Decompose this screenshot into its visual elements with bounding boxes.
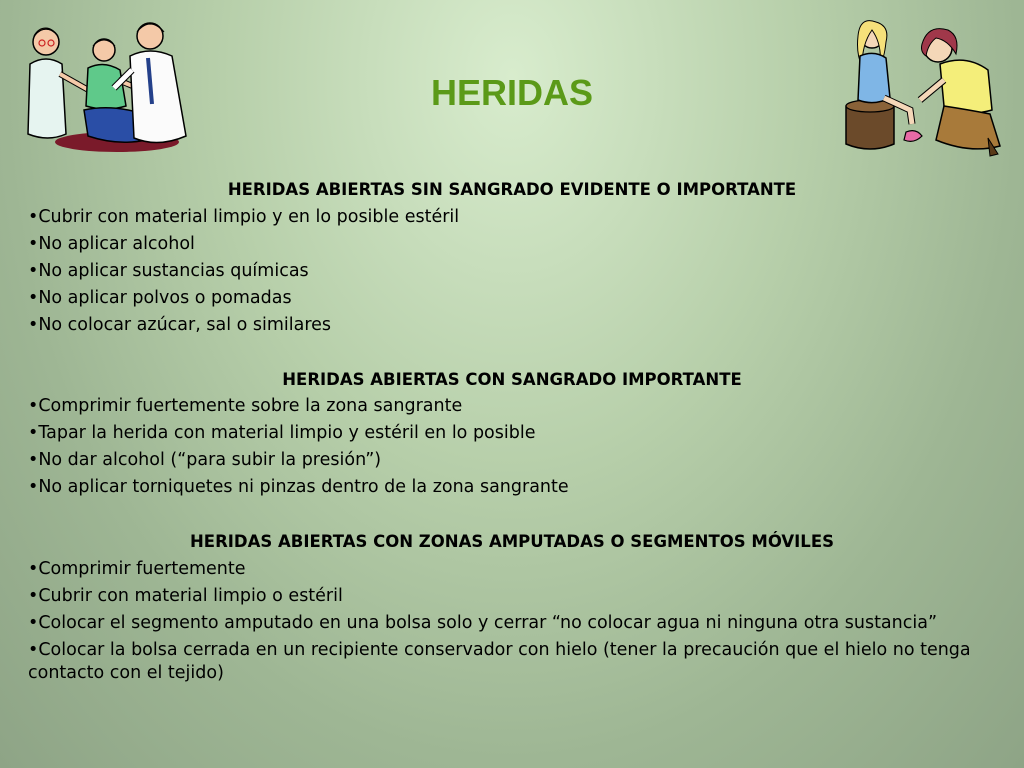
list-item: •Colocar la bolsa cerrada en un recipiente conservador con hielo (tener la precaución que el hielo no tenga contacto con el tejido) [28, 639, 971, 683]
list-item: •No aplicar torniquetes ni pinzas dentro de la zona sangrante [28, 477, 569, 497]
content-body [28, 176, 996, 687]
list-item: •Comprimir fuertemente sobre la zona sangrante [28, 396, 463, 416]
section-heridas-amputadas [28, 528, 996, 687]
list-item: •No aplicar alcohol [28, 233, 195, 254]
section-heading: HERIDAS ABIERTAS SIN SANGRADO EVIDENTE O IMPORTANTE [227, 180, 797, 199]
list-item: •Cubrir con material limpio y en lo posible estéril [28, 206, 460, 227]
list-item: •No dar alcohol (“para subir la presión”) [28, 450, 382, 470]
bandaging-child-clipart-icon [840, 14, 1002, 158]
section-heridas-con-sangrado [28, 366, 996, 502]
section-heading: HERIDAS ABIERTAS CON SANGRADO IMPORTANTE [282, 369, 742, 389]
list-item: •Colocar el segmento amputado en una bolsa solo y cerrar “no colocar agua ni ninguna otra sustancia” [28, 612, 938, 633]
list-item: •No colocar azúcar, sal o similares [28, 314, 332, 335]
section-heridas-sin-sangrado [28, 176, 996, 339]
section-heading: HERIDAS ABIERTAS CON ZONAS AMPUTADAS O SEGMENTOS MÓVILES [190, 532, 834, 551]
list-item: •Tapar la herida con material limpio y estéril en lo posible [28, 423, 536, 443]
list-item: •No aplicar sustancias químicas [28, 260, 309, 281]
list-item: •Comprimir fuertemente [28, 558, 246, 579]
list-item: •Cubrir con material limpio o estéril [28, 585, 343, 606]
list-item: •No aplicar polvos o pomadas [28, 287, 292, 308]
page-title: HERIDAS [430, 72, 594, 113]
